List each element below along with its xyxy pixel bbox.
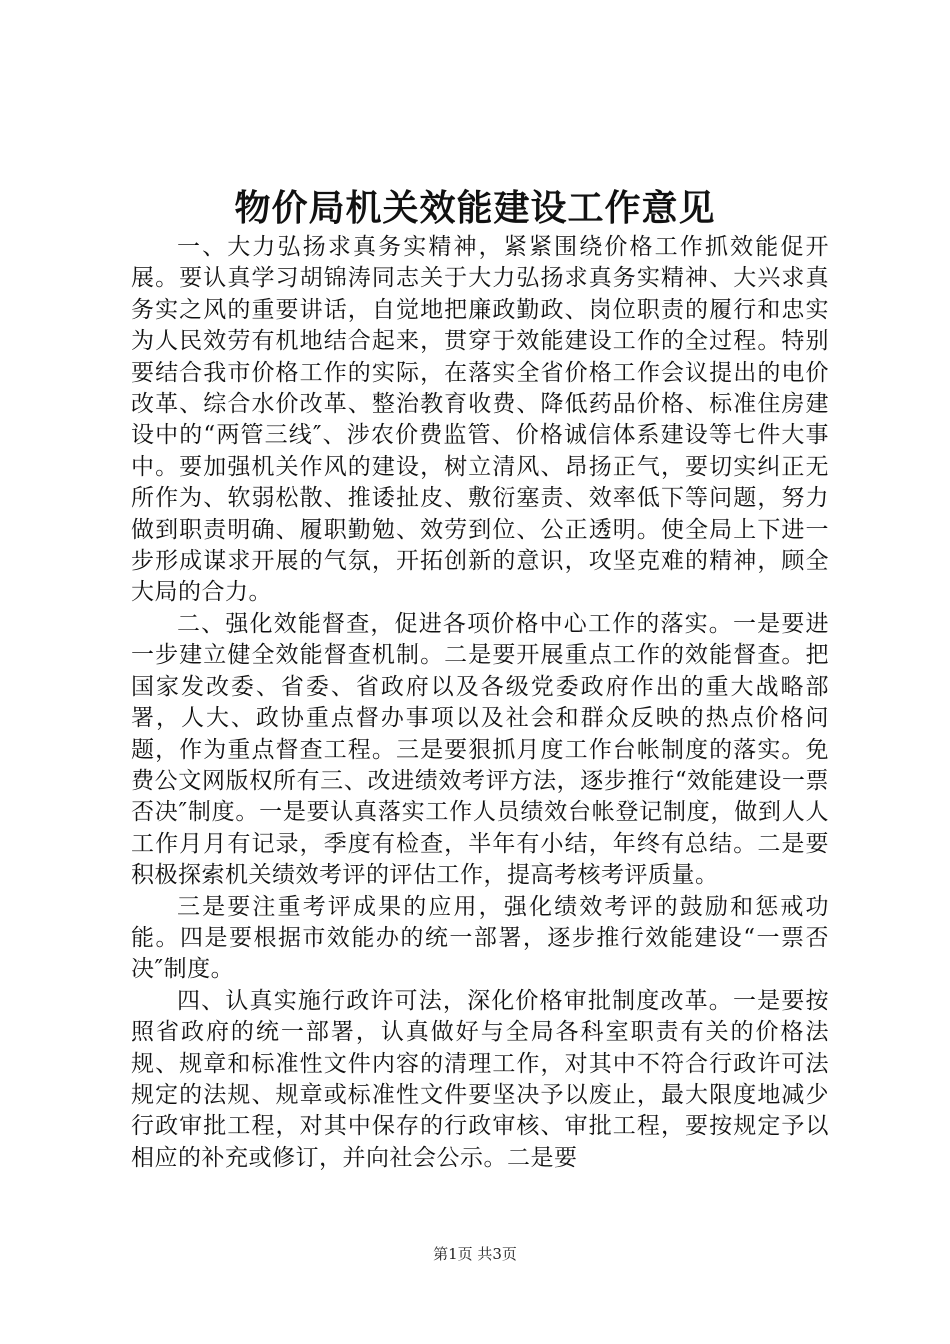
document-body [131,232,829,1174]
paragraph-2: 二、强化效能督查，促进各项价格中心工作的落实。一是要进一步建立健全效能督查机制。二是要开展重点工作的效能督查。把国家发改委、省委、省政府以及各级党委政府作出的重大战略部署，人大、政协重点督办事项以及社会和群众反映的热点价格问题，作为重点督查工程。三是要狠抓月度工作台帐制度的落实。免费公文网版权所有三、改进绩效考评方法，逐步推行“效能建设一票否决″制度。一是要认真落实工作人员绩效台帐登记制度，做到人人工作月月有记录，季度有检查，半年有小结，年终有总结。二是要积极探索机关绩效考评的评估工作，提高考核考评质量。 [131,610,829,889]
paragraph-3: 三是要注重考评成果的应用，强化绩效考评的鼓励和惩戒功能。四是要根据市效能办的统一部署，逐步推行效能建设“一票否决″制度。 [131,893,829,983]
paragraph-4: 四、认真实施行政许可法，深化价格审批制度改革。一是要按照省政府的统一部署，认真做好与全局各科室职责有关的价格法规、规章和标准性文件内容的清理工作，对其中不符合行政许可法规定的法规、规章或标准性文件要坚决予以废止，最大限度地减少行政审批工程，对其中保存的行政审核、审批工程，要按规定予以相应的补充或修订，并向社会公示。二是要 [131,987,829,1171]
page-number-footer: 第1页 共3页 [433,1245,517,1263]
document-title: 物价局机关效能建设工作意见 [234,187,716,229]
paragraph-1: 一、大力弘扬求真务实精神，紧紧围绕价格工作抓效能促开展。要认真学习胡锦涛同志关于大力弘扬求真务实精神、大兴求真务实之风的重要讲话，自觉地把廉政勤政、岗位职责的履行和忠实为人民效劳有机地结合起来，贯穿于效能建设工作的全过程。特别要结合我市价格工作的实际，在落实全省价格工作会议提出的电价改革、综合水价改革、整治教育收费、降低药品价格、标准住房建设中的“两管三线″、涉农价费监管、价格诚信体系建设等七件大事中。要加强机关作风的建设，树立清风、昂扬正气，要切实纠正无所作为、软弱松散、推诿扯皮、敷衍塞责、效率低下等问题，努力做到职责明确、履职勤勉、效劳到位、公正透明。使全局上下进一步形成谋求开展的气氛，开拓创新的意识，攻坚克难的精神，顾全大局的合力。 [131,234,829,606]
